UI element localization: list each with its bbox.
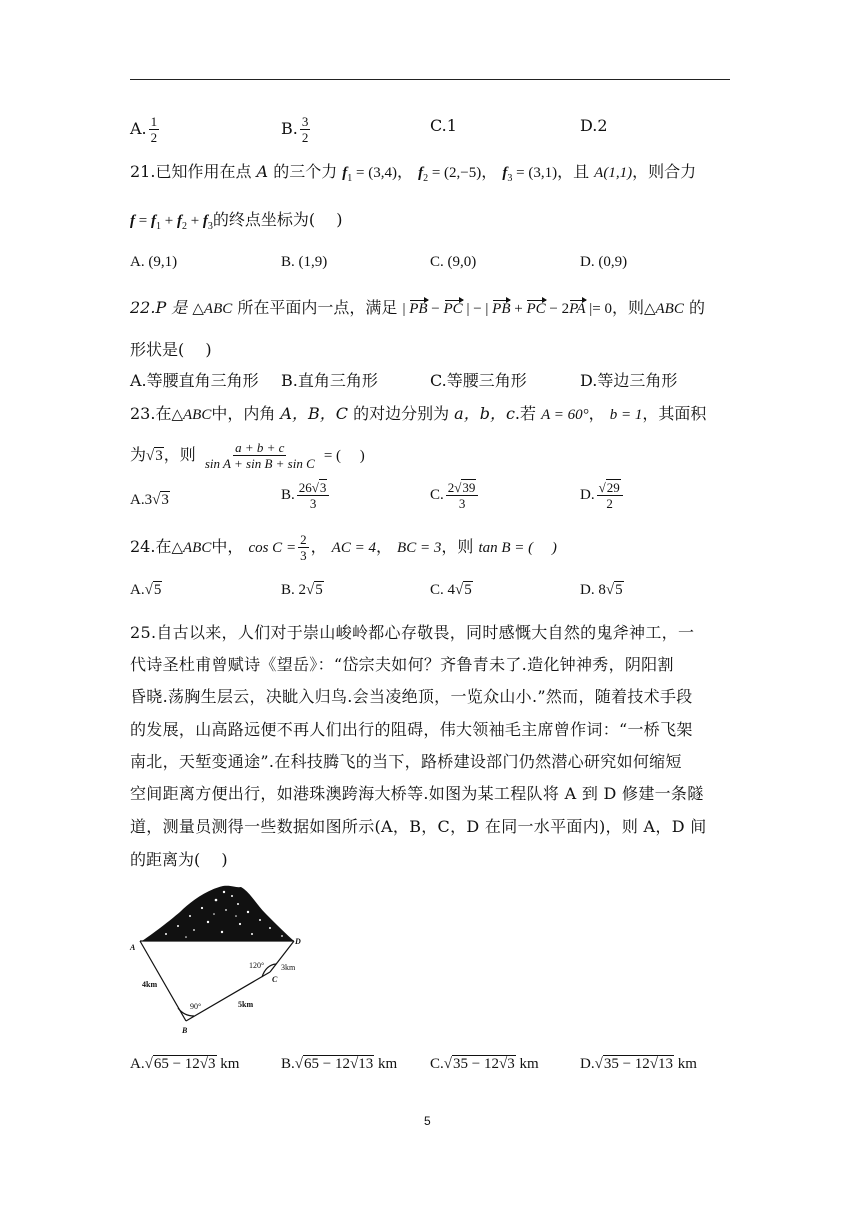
q23-stem-line1: 23.在△ABC中，内角 A，B，C 的对边分别为 a，b，c.若 A = 60°， b = 1，其面积 [130, 404, 707, 423]
label-cd: 3km [281, 963, 296, 972]
q23-option-c: C. $\frac{2√39}{3}$ [430, 480, 480, 511]
label-angle-b: 90° [190, 1002, 202, 1011]
label-a: A [130, 943, 136, 952]
q20-option-b: B. $\frac{3}{2}$ [281, 114, 309, 145]
q23-option-b: B. $\frac{26√3}{3}$ [281, 480, 331, 511]
q21-stem-line1: 21.已知作用在点 A 的三个力 $f_1 = (3,4)$， $f_2 = (2,-5)$， $f_3 = (3,1)$，且 A(1,1)，则合力 [130, 162, 697, 184]
label-d: D [295, 937, 301, 946]
q25-line-7: 道，测量员测得一些数据如图所示(A，B，C，D 在同一水平面内)，则 A，D 间 [130, 817, 707, 836]
q25-line-2: 代诗圣杜甫曾赋诗《望岳》：“岱宗夫如何？齐鲁青未了.造化钟神秀，阴阳割 [130, 655, 674, 674]
q25-option-c: C.√35 − 12√3 km [430, 1056, 539, 1072]
label-ab: 4km [142, 980, 158, 989]
q20-option-a: A. $\frac{1}{2}$ [130, 114, 158, 145]
q25-line-1: 25.自古以来，人们对于崇山峻岭都心存敬畏，同时感慨大自然的鬼斧神工，一 [130, 623, 695, 642]
q21-stem-line2: $f = f_1 + f_2 + f_3$的终点坐标为( ) [130, 210, 343, 232]
q22-option-d: D.等边三角形 [580, 371, 678, 390]
q23-stem-line2: 为√3，则 $\frac{a + b + c}{\text{sin A + sin B + sin C}}$ = ( ) [130, 440, 365, 471]
page-number: 5 [424, 1114, 431, 1128]
q25-option-b: B.√65 − 12√13 km [281, 1056, 398, 1072]
q23-option-a: A.3√3 [130, 492, 169, 508]
q25-line-4: 的发展，山高路远便不再人们出行的阻碍，伟大领袖毛主席曾作词：“一桥飞架 [130, 720, 693, 739]
q22-stem-line1: 22.P 是 △ABC 所在平面内一点，满足 | PB − PC | − | PB + PC − 2PA |= 0，则△ABC 的 [130, 298, 705, 317]
q25-line-8: 的距离为( ) [130, 850, 228, 869]
q25-option-d: D.√35 − 12√13 km [580, 1056, 697, 1072]
q24-option-c: C. 4√5 [430, 582, 472, 598]
q22-option-c: C.等腰三角形 [430, 371, 527, 390]
label-bc: 5km [238, 1000, 254, 1009]
q24-option-d: D. 8√5 [580, 582, 623, 598]
q24-option-b: B. 2√5 [281, 582, 323, 598]
q20-option-d: D.2 [580, 116, 608, 135]
q24-stem: 24.在△ABC中， cos C = $\frac{2}{3}$ ， AC = 4， BC = 3，则 tan B = ( ) [130, 532, 557, 563]
segment-bc [186, 972, 270, 1021]
q25-line-5: 南北，天堑变通途”.在科技腾飞的当下，路桥建设部门仍然潜心研究如何缩短 [130, 752, 682, 771]
label-angle-c: 120° [249, 961, 265, 970]
q21-option-b: B. (1,9) [281, 254, 328, 270]
q21-option-d: D. (0,9) [580, 254, 628, 270]
header-rule [130, 79, 730, 80]
q22-option-b: B.直角三角形 [281, 371, 378, 390]
q25-line-6: 空间距离方便出行，如港珠澳跨海大桥等.如图为某工程队将 A 到 D 修建一条隧 [130, 784, 704, 803]
label-b: B [182, 1026, 188, 1035]
q20-option-c: C.1 [430, 116, 457, 135]
q22-option-a: A.等腰直角三角形 [130, 371, 259, 390]
q22-stem-line2: 形状是( ) [130, 340, 212, 359]
mountain-shape [142, 886, 294, 941]
label-c: C [272, 975, 278, 984]
q25-option-a: A.√65 − 12√3 km [130, 1056, 240, 1072]
q24-option-a: A.√5 [130, 582, 162, 598]
q21-option-c: C. (9,0) [430, 254, 477, 270]
q21-option-a: A. (9,1) [130, 254, 178, 270]
q25-line-3: 昏晓.荡胸生层云，决眦入归鸟.会当凌绝顶，一览众山小.”然而，随着技术手段 [130, 687, 693, 706]
tunnel-survey-figure [128, 882, 318, 1038]
q23-option-d: D. $\frac{√29}{2}$ [580, 480, 625, 511]
